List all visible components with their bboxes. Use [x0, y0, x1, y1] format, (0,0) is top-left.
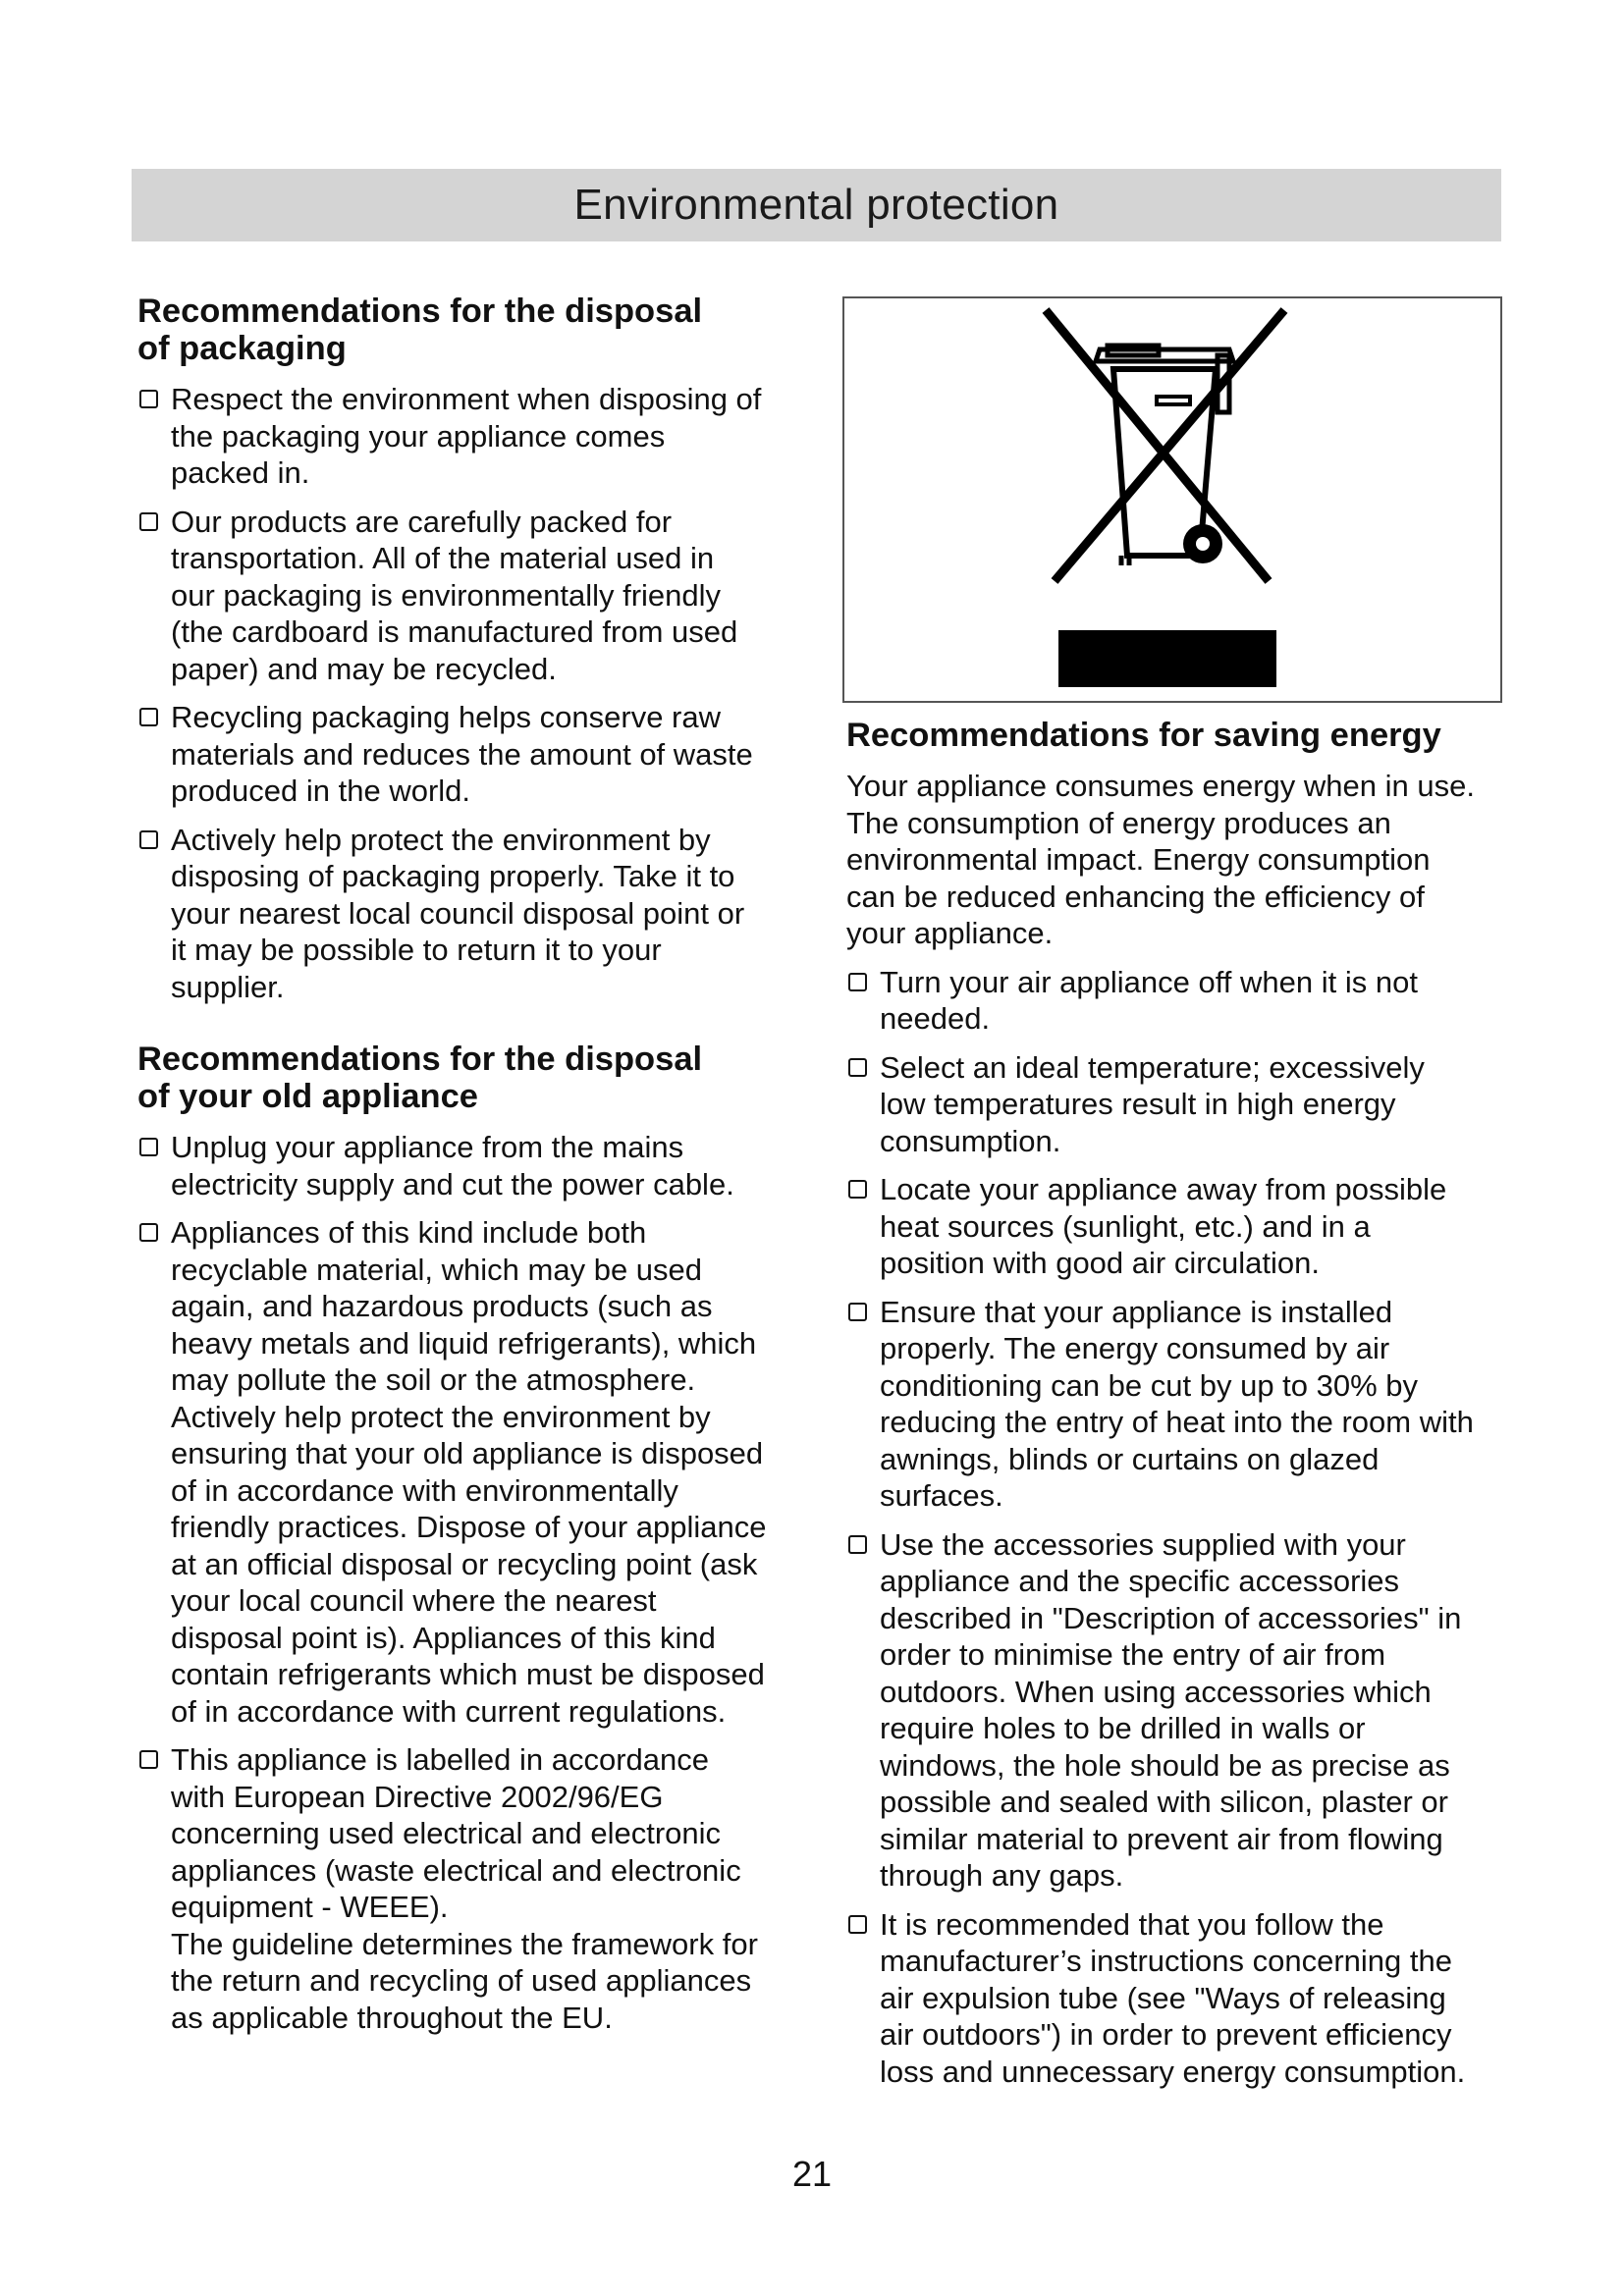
checkbox-bullet-icon: [848, 1180, 867, 1199]
list-item-text: Recycling packaging helps conserve raw materials and reduces the amount of waste produced in the world.: [171, 700, 753, 808]
list-item: [137, 699, 790, 810]
right-column: [846, 717, 1514, 2102]
list-item: [137, 504, 790, 688]
checkbox-bullet-icon: [139, 390, 158, 408]
checkbox-bullet-icon: [139, 512, 158, 531]
left-column: [137, 293, 790, 2071]
list-item: [846, 1049, 1514, 1160]
list-item-text: Unplug your appliance from the mains electricity supply and cut the power cable.: [171, 1130, 734, 1201]
crossed-out-wheelie-bin-icon: [844, 298, 1500, 701]
list-item: [846, 1906, 1514, 2091]
checkbox-bullet-icon: [139, 830, 158, 849]
saving-energy-heading: Recommendations for saving energy: [846, 717, 1441, 754]
list-item: [846, 1171, 1514, 1282]
page-number: 21: [791, 2154, 833, 2194]
list-item: [137, 822, 790, 1006]
list-item-text: Turn your air appliance off when it is not needed.: [880, 964, 1418, 1036]
list-item: [846, 1526, 1514, 1895]
list-item: [137, 381, 790, 492]
old-appliance-disposal-heading: Recommendations for the disposal of your old appliance: [137, 1041, 703, 1115]
list-item-text: Locate your appliance away from possible heat sources (sunlight, etc.) and in a position with good air circulation.: [880, 1172, 1447, 1280]
checkbox-bullet-icon: [139, 1223, 158, 1242]
list-item: [137, 1741, 790, 2036]
list-item: [137, 1214, 790, 1730]
list-item-text: Ensure that your appliance is installed properly. The energy consumed by air conditioning can be cut by up to 30% by reducing the entry of heat into the room with awnings, blinds or curtains on glazed surfaces.: [880, 1294, 1474, 1513]
checkbox-bullet-icon: [848, 1303, 867, 1321]
list-item-text: This appliance is labelled in accordance with European Directive 2002/96/EG concerning used electrical and electronic appliances (waste electrical and electronic equipment - WEEE). The guideline determines the framework for the return and recycling of used appliances as applicable throughout the EU.: [171, 1742, 758, 2035]
checkbox-bullet-icon: [848, 1535, 867, 1554]
section-title-bar: [132, 169, 1501, 241]
list-item-text: It is recommended that you follow the manufacturer’s instructions concerning the air expulsion tube (see "Ways of releasing air outdoors") in order to prevent efficiency loss and unnecessary energy consumption.: [880, 1906, 1466, 2089]
list-item: [846, 964, 1514, 1038]
packaging-disposal-heading: Recommendations for the disposal of packaging: [137, 293, 703, 367]
saving-energy-intro: Your appliance consumes energy when in use. The consumption of energy produces an environmental impact. Energy consumption can be reduced enhancing the efficiency of your appliance.: [846, 769, 1475, 950]
list-item-text: Appliances of this kind include both recyclable material, which may be used again, and hazardous products (such as heavy metals and liquid refrigerants), which may pollute the soil or the atmosphere. Actively help protect the environment by ensuring that your old appliance is disposed of in accordance with environmentally friendly practices. Dispose of your appliance at an official disposal or recycling point (ask your local council where the nearest disposal point is). Appliances of this kind contain refrigerants which must be disposed of in accordance with current regulations.: [171, 1215, 767, 1729]
list-item-text: Use the accessories supplied with your appliance and the specific accessories described in "Description of accessories" in order to minimise the entry of air from outdoors. When using accessories which require holes to be drilled in walls or windows, the hole should be as precise as possible and sealed with silicon, plaster or similar material to prevent air from flowing through any gaps.: [880, 1526, 1462, 1893]
checkbox-bullet-icon: [848, 1058, 867, 1077]
packaging-disposal-section: [137, 293, 790, 1005]
list-item-text: Respect the environment when disposing of the packaging your appliance comes packed in.: [171, 382, 762, 490]
old-appliance-disposal-section: [137, 1041, 790, 2036]
list-item: [137, 1129, 790, 1202]
checkbox-bullet-icon: [139, 1138, 158, 1156]
checkbox-bullet-icon: [848, 1915, 867, 1934]
list-item-text: Our products are carefully packed for transportation. All of the material used in our packaging is environmentally friendly (the cardboard is manufactured from used paper) and may be recycled.: [171, 504, 738, 686]
checkbox-bullet-icon: [139, 708, 158, 726]
list-item: [846, 1294, 1514, 1515]
checkbox-bullet-icon: [848, 973, 867, 991]
weee-symbol-frame: [842, 296, 1502, 703]
checkbox-bullet-icon: [139, 1750, 158, 1769]
page-title: Environmental protection: [573, 181, 1059, 229]
list-item-text: Select an ideal temperature; excessively low temperatures result in high energy consumption.: [880, 1049, 1425, 1158]
list-item-text: Actively help protect the environment by disposing of packaging properly. Take it to your nearest local council disposal point or it may be possible to return it to your supplier.: [171, 822, 745, 1004]
